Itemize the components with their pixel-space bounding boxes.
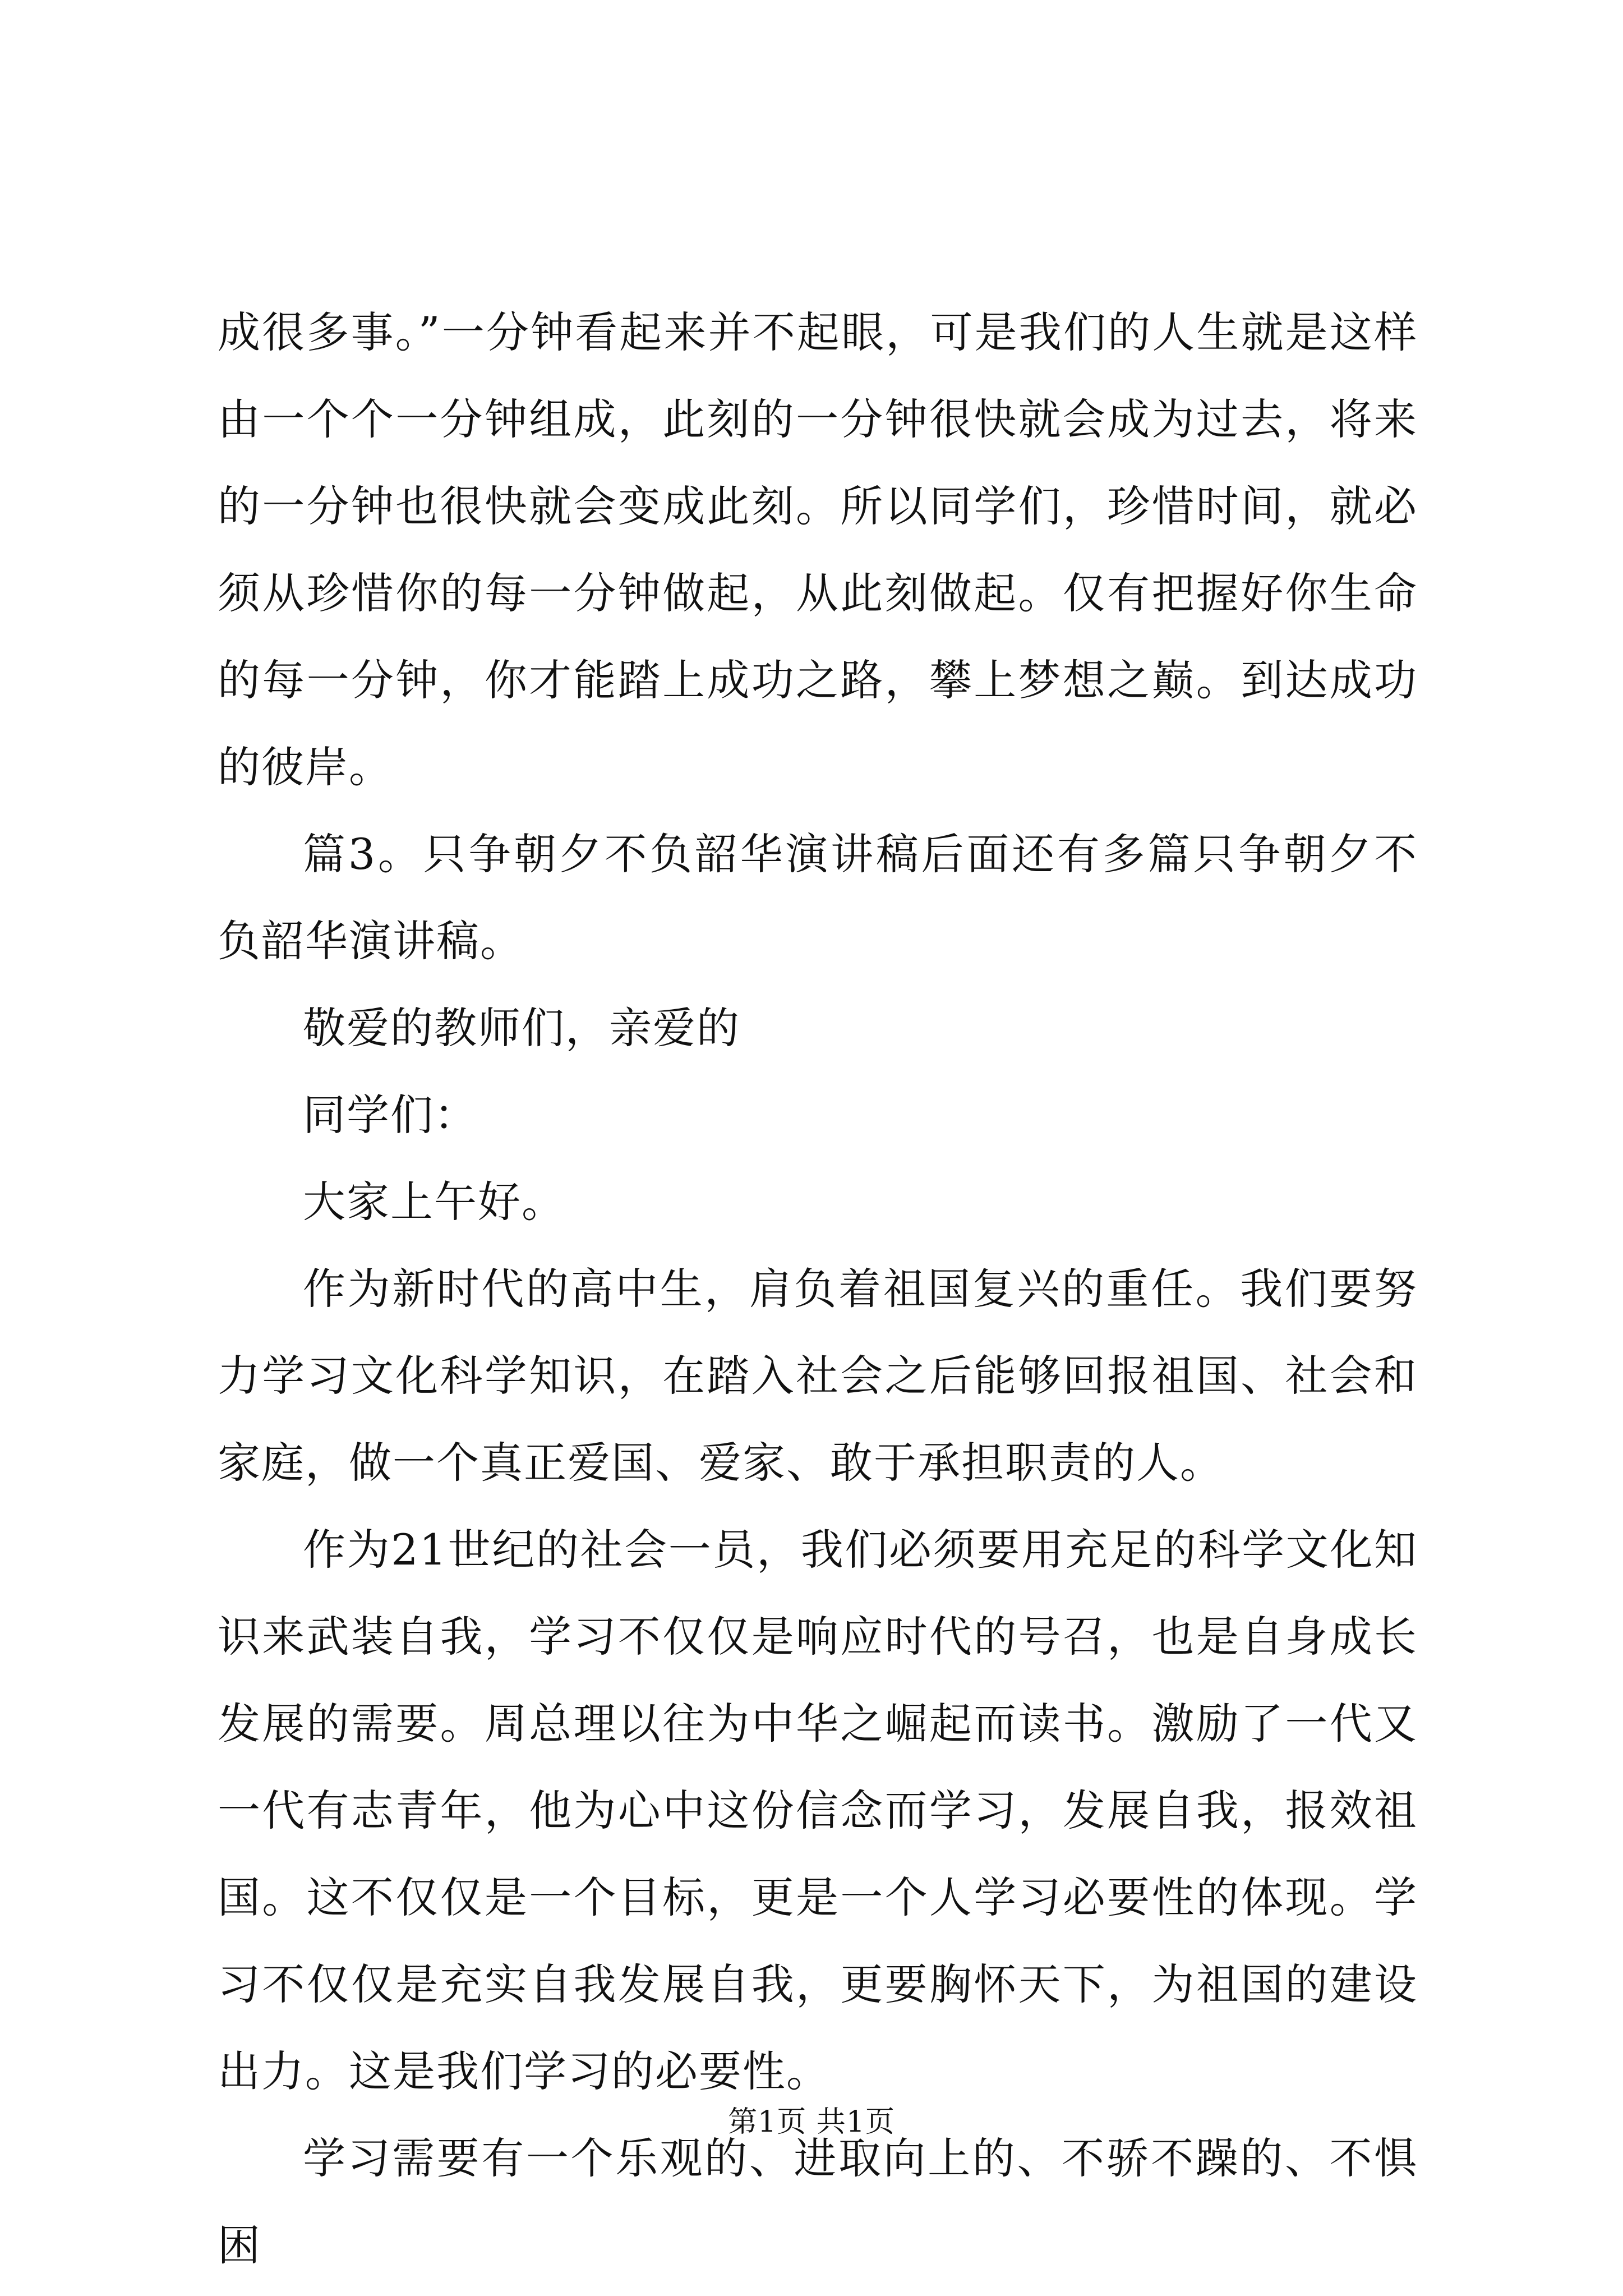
paragraph-6: 作为新时代的高中生，肩负着祖国复兴的重任。我们要努力学习文化科学知识，在踏入社会之后能够回报祖国、社会和家庭，做一个真正爱国、爱家、敢于承担职责的人。 xyxy=(218,1264,1418,1488)
page-number-label: 第1页 共1页 xyxy=(728,2105,895,2139)
paragraph-4: 同学们： xyxy=(303,1090,478,1140)
paragraph-3: 敬爱的教师们，亲爱的 xyxy=(303,1003,740,1053)
paragraph-2: 篇3。只争朝夕不负韶华演讲稿后面还有多篇只争朝夕不负韶华演讲稿。 xyxy=(218,829,1418,966)
paragraph-5: 大家上午好。 xyxy=(303,1177,565,1227)
paragraph-1: 成很多事。”一分钟看起来并不起眼，可是我们的人生就是这样由一个个一分钟组成，此刻的一分钟很快就会成为过去，将来的一分钟也很快就会变成此刻。所以同学们，珍惜时间，就必须从珍惜你的每一分钟做起，从此刻做起。仅有把握好你生命的每一分钟，你才能踏上成功之路，攀上梦想之巅。到达成功的彼岸。 xyxy=(218,307,1418,792)
document-body xyxy=(218,289,1418,2289)
page-footer xyxy=(0,2102,1623,2142)
paragraph-7: 作为21世纪的社会一员，我们必须要用充足的科学文化知识来武装自我，学习不仅仅是响应时代的号召，也是自身成长发展的需要。周总理以往为中华之崛起而读书。激励了一代又一代有志青年，他为心中这份信念而学习，发展自我，报效祖国。这不仅仅是一个目标，更是一个人学习必要性的体现。学习不仅仅是充实自我发展自我，更要胸怀天下，为祖国的建设出力。这是我们学习的必要性。 xyxy=(218,1525,1418,2096)
paragraph-8: 学习需要有一个乐观的、进取向上的、不骄不躁的、不惧困 xyxy=(218,2133,1418,2270)
